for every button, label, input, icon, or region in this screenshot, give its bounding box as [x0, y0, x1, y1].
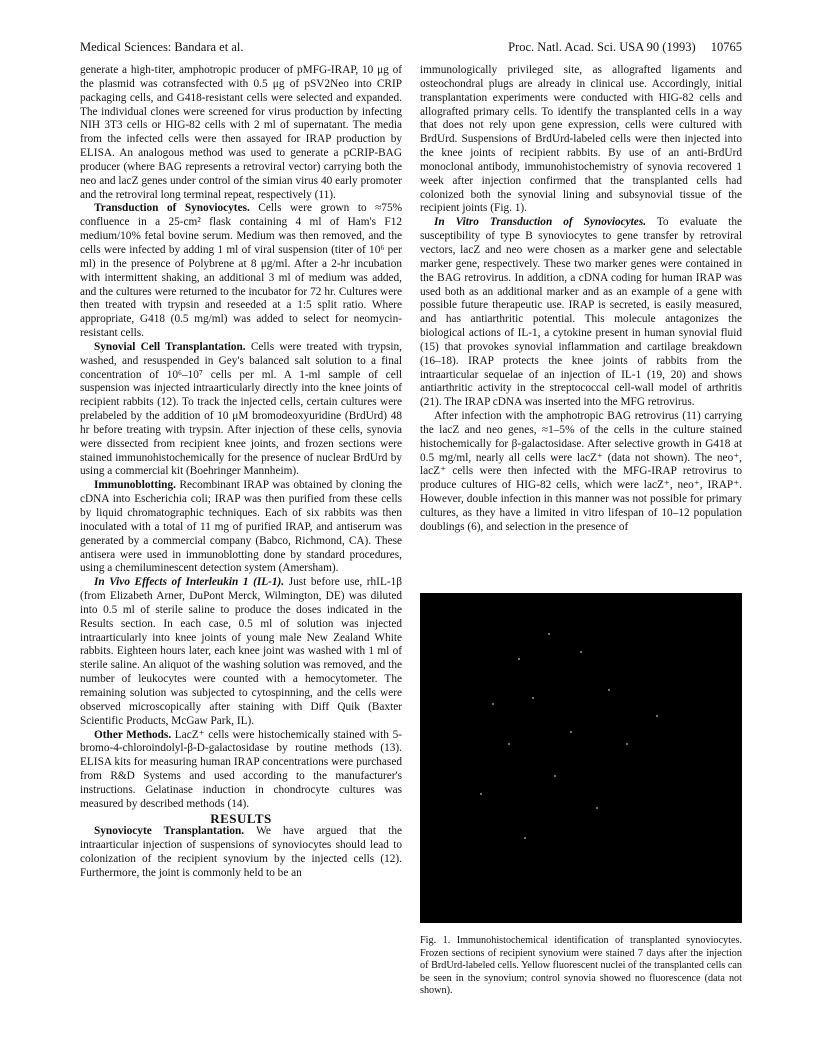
- fluorescent-nucleus: [580, 651, 582, 653]
- header-journal: Proc. Natl. Acad. Sci. USA 90 (1993): [508, 40, 696, 54]
- paragraph: Immunoblotting. Recombinant IRAP was obtained by cloning the cDNA into Escherichia coli; IRAP was then purified from these cells by liquid chromatographic techniques. Each of six rabbits was then inoculated with a total of 11 mg of purified IRAP, and antiserum was generated by a commercial company (Babco, Richmond, CA). These antisera were used in immunoblotting done by standard procedures, using a chemiluminescent detection system (Amersham).: [80, 479, 402, 575]
- fluorescent-nucleus: [608, 689, 610, 691]
- fluorescent-nucleus: [508, 743, 510, 745]
- paragraph: After infection with the amphotropic BAG retrovirus (11) carrying the lacZ and neo genes, ≈1–5% of the cells in the culture stained histochemically for β-galactosidase. After selective growth in G418 at 0.5 mg/ml, nearly all cells were lacZ⁺ (data not shown). The neo⁺, lacZ⁺ cells were then infected with the MFG-IRAP retrovirus to produce cultures of HIG-82 cells, which were lacZ⁺, neo⁺, IRAP⁺. However, double infection in this manner was not possible for primary cultures, as they have a limited in vitro lifespan of 10–12 population doublings (6), and selection in the presence of: [420, 410, 742, 533]
- header-page-number: 10765: [710, 40, 742, 54]
- paragraph-heading: Transduction of Synoviocytes.: [94, 202, 250, 215]
- fluorescent-nucleus: [596, 807, 598, 809]
- header-section-author: Medical Sciences: Bandara et al.: [80, 40, 244, 54]
- paragraph: Synovial Cell Transplantation. Cells were treated with trypsin, washed, and resuspended in Gey's balanced salt solution to a final concentration of 10⁶–10⁷ cells per ml. A 1-ml sample of cell suspension was injected intraarticularly directly into the knee joints of recipient rabbits (12). To track the injected cells, certain cultures were prelabeled by the addition of 10 μM bromodeoxyuridine (BrdUrd) 48 hr before treating with trypsin. After injection of these cells, synovia were dissected from recipient knee joints, and frozen sections were stained immunohistochemically for the presence of nuclear BrdUrd by using a commercial kit (Boehringer Mannheim).: [80, 340, 403, 478]
- figure-1-caption: Fig. 1. Immunohistochemical identification of transplanted synoviocytes. Frozen sections of recipient synovium were stained 7 days after the injection of BrdUrd-labeled cells. Yellow fluorescent nuclei of the transplanted cells can be seen in the synovium; control synovia showed no fluorescence (data not shown).: [420, 935, 742, 997]
- fluorescent-nucleus: [548, 633, 550, 635]
- paragraph-heading: In Vitro Transduction of Synoviocytes.: [434, 216, 647, 229]
- right-column: [420, 64, 742, 535]
- paragraph: Transduction of Synoviocytes. Cells were grown to ≈75% confluence in a 25-cm² flask containing 4 ml of Ham's F12 medium/10% fetal bovine serum. Medium was then removed, and the cells were infected by adding 1 ml of viral suspension (titer of 10⁶ per ml) in the presence of Polybrene at 8 μg/ml. After a 2-hr incubation with intermittent shaking, an additional 3 ml of medium was added, and the cultures were returned to the incubator for 72 hr. Cultures were then treated with trypsin and reseeded at a 1:5 split ratio. Where appropriate, G418 (0.5 mg/ml) was added to select for neomycin-resistant cells.: [80, 202, 403, 340]
- paragraph: Synoviocyte Transplantation. We have argued that the intraarticular injection of suspensions of synoviocytes should lead to colonization of the recipient synovium by the injected cells (12). Furthermore, the joint is commonly held to be an: [80, 825, 402, 879]
- paragraph-heading: In Vivo Effects of Interleukin 1 (IL-1).: [94, 576, 285, 589]
- paragraph: In Vivo Effects of Interleukin 1 (IL-1). Just before use, rhIL-1β (from Elizabeth Arner, DuPont Merck, Wilmington, DE) was diluted into 0.5 ml of sterile saline to produce the doses indicated in the Results section. In each case, 0.5 ml of solution was injected intraarticularly into knee joints of young male New Zealand White rabbits. Eighteen hours later, each knee joint was washed with 1 ml of sterile saline. An aliquot of the washing solution was removed, and the number of leukocytes were counted with a hemocytometer. The remaining solution was subjected to cytospinning, and the cells were observed microscopically after staining with Diff Quik (Baxter Scientific Products, McGaw Park, IL).: [80, 576, 402, 727]
- fluorescent-nucleus: [480, 793, 482, 795]
- fluorescent-nucleus: [656, 715, 658, 717]
- left-column: [80, 64, 402, 881]
- paragraph-heading: Synoviocyte Transplantation.: [94, 825, 245, 838]
- paragraph: generate a high-titer, amphotropic producer of pMFG-IRAP, 10 μg of the plasmid was cotransfected with 0.5 μg of pSV2Neo into CRIP packaging cells, and G418-resistant cells were selected and expanded. The individual clones were screened for virus production by infecting NIH 3T3 cells or HIG-82 cells with 2 ml of supernatant. The media from the infected cells were then assayed for IRAP production by ELISA. An analogous method was used to generate a pCRIP-BAG producer (where BAG represents a retroviral vector) carrying both the neo and lacZ genes under control of the simian virus 40 early promoter and the retroviral long terminal repeat, respectively (11).: [80, 64, 402, 201]
- header-journal-page: [496, 40, 742, 55]
- fluorescent-nucleus: [518, 658, 520, 660]
- paragraph-heading: Synovial Cell Transplantation.: [94, 340, 246, 353]
- paragraph: immunologically privileged site, as allografted ligaments and osteochondral plugs are already in clinical use. Accordingly, initial transplantation experiments were conducted with HIG-82 cells and allografted primary cells. To identify the transplanted cells in a way that does not rely upon gene expression, cells were cultured with BrdUrd. Suspensions of BrdUrd-labeled cells were then injected into the knee joints of recipient rabbits. By use of an anti-BrdUrd monoclonal antibody, immunohistochemistry of synovia recovered 1 week after injection confirmed that the transplanted cells had colonized both the synovial lining and subsynovial tissue of the recipient joints (Fig. 1).: [420, 64, 742, 215]
- paragraph: In Vitro Transduction of Synoviocytes. To evaluate the susceptibility of type B synoviocytes to gene transfer by retroviral vectors, lacZ and neo were chosen as a marker gene and selectable marker gene, respectively. These two marker genes were contained in the BAG retrovirus. In addition, a cDNA coding for human IRAP was used both as an additional marker and as an example of a gene with possible future therapeutic use. IRAP is secreted, is easily measured, and has antiarthritic potential. This molecule antagonizes the biological actions of IL-1, a cytokine present in human synovial fluid (15) that provokes synovial inflammation and cartilage breakdown (16–18). IRAP protects the knee joints of rabbits from the intraarticular sequelae of an injection of IL-1 (19, 20) and shows antiarthritic activity in the streptococcal cell-wall model of arthritis (21). The IRAP cDNA was inserted into the MFG retrovirus.: [420, 216, 742, 409]
- paragraph: Other Methods. LacZ⁺ cells were histochemically stained with 5-bromo-4-chloroindolyl-β-D-galactosidase by routine methods (13). ELISA kits for measuring human IRAP concentrations were purchased from R&D Systems and used according to the manufacturer's instructions. Gelatinase induction in chondrocyte cultures was measured by described methods (14).: [80, 728, 402, 810]
- figure-1-micrograph: [420, 593, 742, 923]
- fluorescent-nucleus: [524, 837, 526, 839]
- paragraph-heading: Other Methods.: [94, 728, 172, 741]
- fluorescent-nucleus: [532, 697, 534, 699]
- fluorescent-nucleus: [554, 775, 556, 777]
- fluorescent-nucleus: [626, 743, 628, 745]
- section-title-results: RESULTS: [210, 810, 272, 826]
- fluorescent-nucleus: [492, 703, 494, 705]
- fluorescent-nucleus: [570, 731, 572, 733]
- paragraph-heading: Immunoblotting.: [94, 479, 176, 492]
